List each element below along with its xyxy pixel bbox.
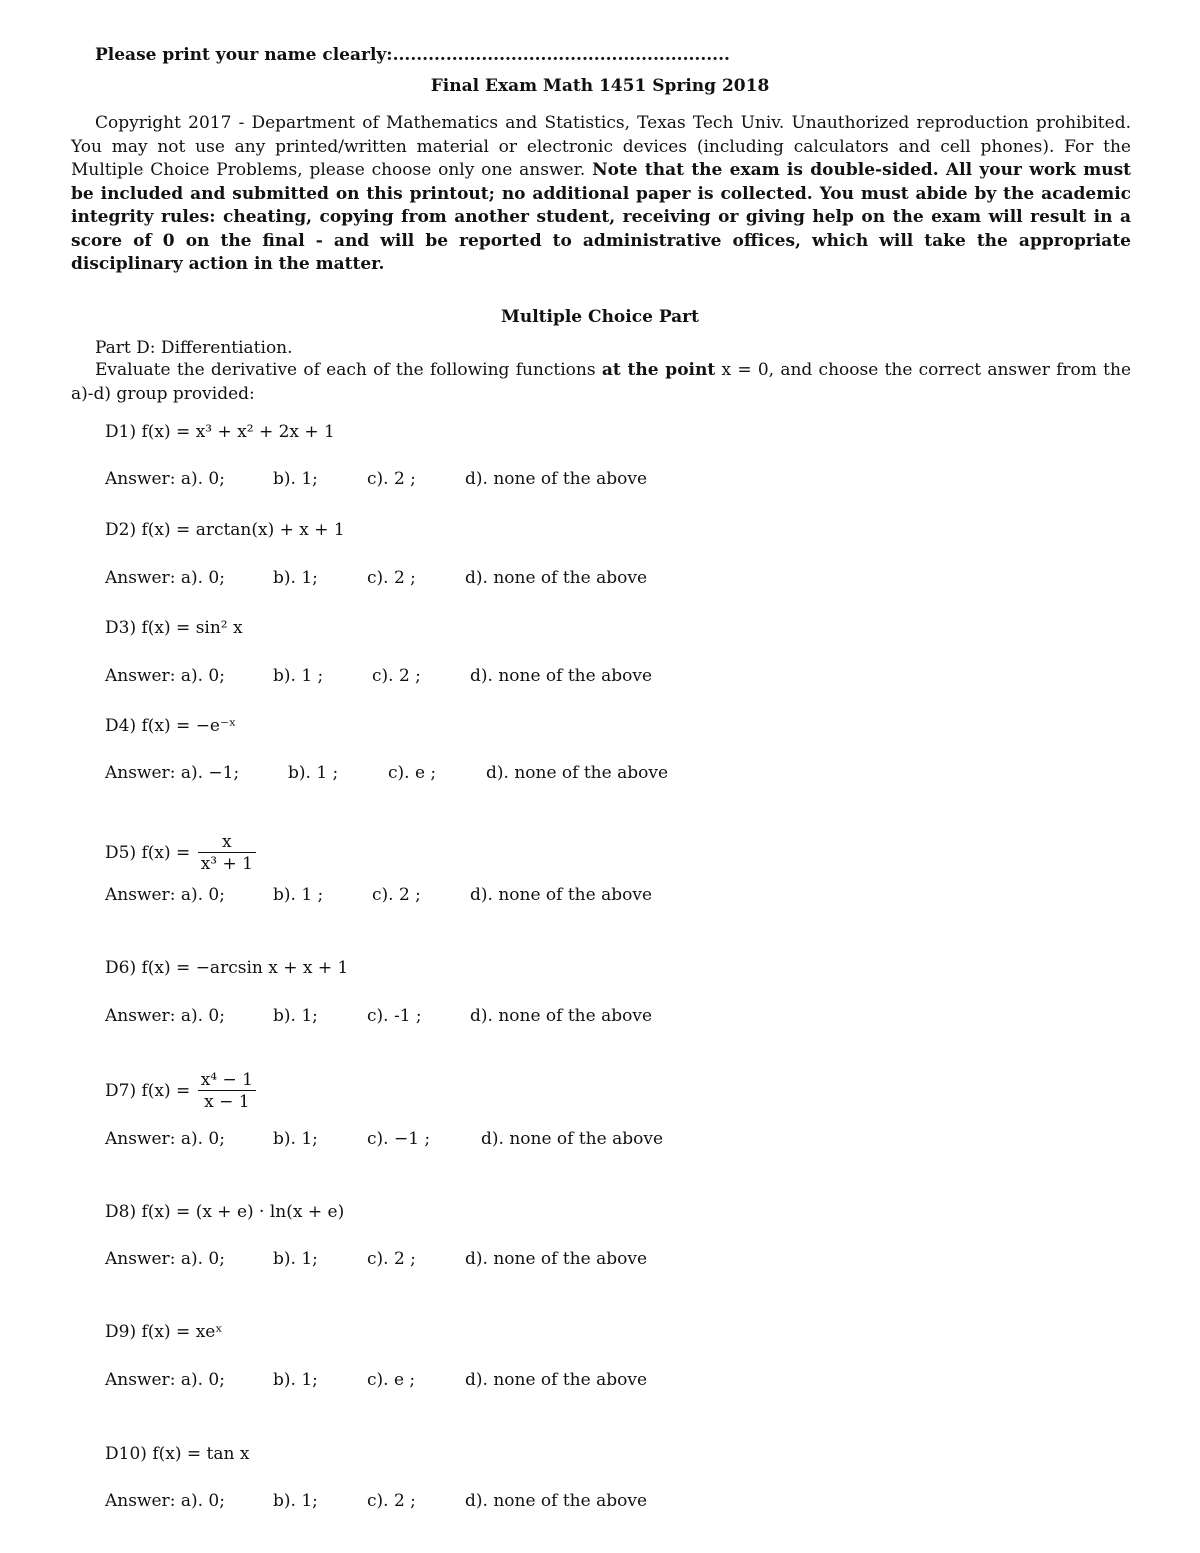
answer-option-4-a: Answer: a). −1; <box>105 763 240 783</box>
function-lhs: f(x) = <box>141 958 191 978</box>
answer-option-6-c: c). -1 ; <box>367 1006 422 1026</box>
function-lhs: f(x) = <box>141 422 191 442</box>
answer-option-9-a: Answer: a). 0; <box>105 1370 225 1390</box>
instructions-normal: Copyright 2017 - Department of Mathematics and Statistics, Texas Tech Univ. Unauthorized reproduction prohibited. You may not use any printed/written material or electronic devices (including calculators and cell phones). For the Multiple Choice Problems, please choose only one answer. <box>71 113 1131 180</box>
question-7 <box>105 1070 258 1113</box>
function-lhs: f(x) = <box>141 1322 191 1342</box>
answer-option-3-b: b). 1 ; <box>273 666 324 686</box>
question-label: D2) <box>105 520 137 540</box>
function-expression: −e⁻ˣ <box>195 716 237 736</box>
answer-option-5-d: d). none of the above <box>470 885 653 905</box>
part-intro-before: Evaluate the derivative of each of the following functions <box>95 360 602 380</box>
answer-option-8-b: b). 1; <box>273 1249 318 1269</box>
part-label: Part D: Differentiation. <box>95 338 293 358</box>
fraction <box>198 1070 256 1113</box>
answer-option-1-a: Answer: a). 0; <box>105 469 225 489</box>
question-8 <box>105 1202 344 1222</box>
instructions-bold: Note that the exam is double-sided. All your work must be included and submitted on this printout; no additional paper is collected. You must abide by the academic integrity rules: cheating, copying from another student, receiving or giving help on the exam will result in a score of 0 on the final - and will be reported to administrative offices, which will take the appropriate disciplinary action in the matter. <box>71 160 1131 274</box>
function-lhs: f(x) = <box>141 716 191 736</box>
function-expression: −arcsin x + x + 1 <box>195 958 349 978</box>
answer-option-4-c: c). e ; <box>388 763 437 783</box>
question-10 <box>105 1444 249 1464</box>
question-label: D10) <box>105 1444 147 1464</box>
fraction-numerator: x⁴ − 1 <box>200 1070 253 1090</box>
answer-option-3-c: c). 2 ; <box>372 666 421 686</box>
question-label: D4) <box>105 716 137 736</box>
answer-option-2-d: d). none of the above <box>465 568 648 588</box>
fraction-denominator: x − 1 <box>198 1090 256 1113</box>
answer-option-2-c: c). 2 ; <box>367 568 416 588</box>
answer-option-10-d: d). none of the above <box>465 1491 648 1511</box>
answer-option-9-b: b). 1; <box>273 1370 318 1390</box>
question-label: D8) <box>105 1202 137 1222</box>
function-expression: xeˣ <box>195 1322 223 1342</box>
answer-option-7-b: b). 1; <box>273 1129 318 1149</box>
answer-option-7-a: Answer: a). 0; <box>105 1129 225 1149</box>
question-label: D3) <box>105 618 137 638</box>
question-2 <box>105 520 345 540</box>
function-lhs: f(x) = <box>141 843 191 863</box>
question-label: D1) <box>105 422 137 442</box>
answer-option-8-c: c). 2 ; <box>367 1249 416 1269</box>
answer-option-6-d: d). none of the above <box>470 1006 653 1026</box>
answer-option-2-a: Answer: a). 0; <box>105 568 225 588</box>
answer-option-9-c: c). e ; <box>367 1370 416 1390</box>
question-label: D7) <box>105 1081 137 1101</box>
answer-option-5-b: b). 1 ; <box>273 885 324 905</box>
question-9 <box>105 1322 223 1342</box>
answer-option-3-a: Answer: a). 0; <box>105 666 225 686</box>
fraction <box>198 832 256 875</box>
question-1 <box>105 422 335 442</box>
answer-option-2-b: b). 1; <box>273 568 318 588</box>
function-lhs: f(x) = <box>141 1081 191 1101</box>
answer-option-9-d: d). none of the above <box>465 1370 648 1390</box>
function-lhs: f(x) = <box>141 1202 191 1222</box>
fraction-denominator: x³ + 1 <box>198 852 256 875</box>
question-3 <box>105 618 243 638</box>
question-label: D5) <box>105 843 137 863</box>
answer-option-10-c: c). 2 ; <box>367 1491 416 1511</box>
question-label: D6) <box>105 958 137 978</box>
question-5 <box>105 832 258 875</box>
instructions-paragraph <box>71 112 1131 277</box>
function-lhs: f(x) = <box>141 618 191 638</box>
function-expression: sin² x <box>195 618 243 638</box>
function-lhs: f(x) = <box>152 1444 202 1464</box>
answer-option-6-b: b). 1; <box>273 1006 318 1026</box>
answer-option-5-c: c). 2 ; <box>372 885 421 905</box>
answer-option-5-a: Answer: a). 0; <box>105 885 225 905</box>
function-expression: tan x <box>206 1444 250 1464</box>
part-intro <box>71 359 1131 406</box>
fraction-numerator: x <box>222 832 232 852</box>
answer-option-6-a: Answer: a). 0; <box>105 1006 225 1026</box>
answer-option-7-d: d). none of the above <box>481 1129 664 1149</box>
function-expression: x³ + x² + 2x + 1 <box>195 422 335 442</box>
answer-option-1-c: c). 2 ; <box>367 469 416 489</box>
answer-option-1-d: d). none of the above <box>465 469 648 489</box>
question-label: D9) <box>105 1322 137 1342</box>
part-intro-after: x = 0, and choose the correct answer from the a)-d) group provided: <box>71 360 1132 404</box>
function-expression: arctan(x) + x + 1 <box>195 520 345 540</box>
question-6 <box>105 958 348 978</box>
answer-option-7-c: c). −1 ; <box>367 1129 431 1149</box>
answer-option-1-b: b). 1; <box>273 469 318 489</box>
answer-option-10-a: Answer: a). 0; <box>105 1491 225 1511</box>
answer-option-4-d: d). none of the above <box>486 763 669 783</box>
function-expression: (x + e) · ln(x + e) <box>195 1202 345 1222</box>
answer-option-8-a: Answer: a). 0; <box>105 1249 225 1269</box>
answer-option-8-d: d). none of the above <box>465 1249 648 1269</box>
function-lhs: f(x) = <box>141 520 191 540</box>
question-4 <box>105 716 236 736</box>
name-prompt: Please print your name clearly:......................................................... <box>95 45 730 65</box>
section-title: Multiple Choice Part <box>501 307 699 327</box>
part-intro-bold: at the point <box>601 360 716 380</box>
answer-option-10-b: b). 1; <box>273 1491 318 1511</box>
exam-title: Final Exam Math 1451 Spring 2018 <box>430 76 770 96</box>
answer-option-4-b: b). 1 ; <box>288 763 339 783</box>
answer-option-3-d: d). none of the above <box>470 666 653 686</box>
